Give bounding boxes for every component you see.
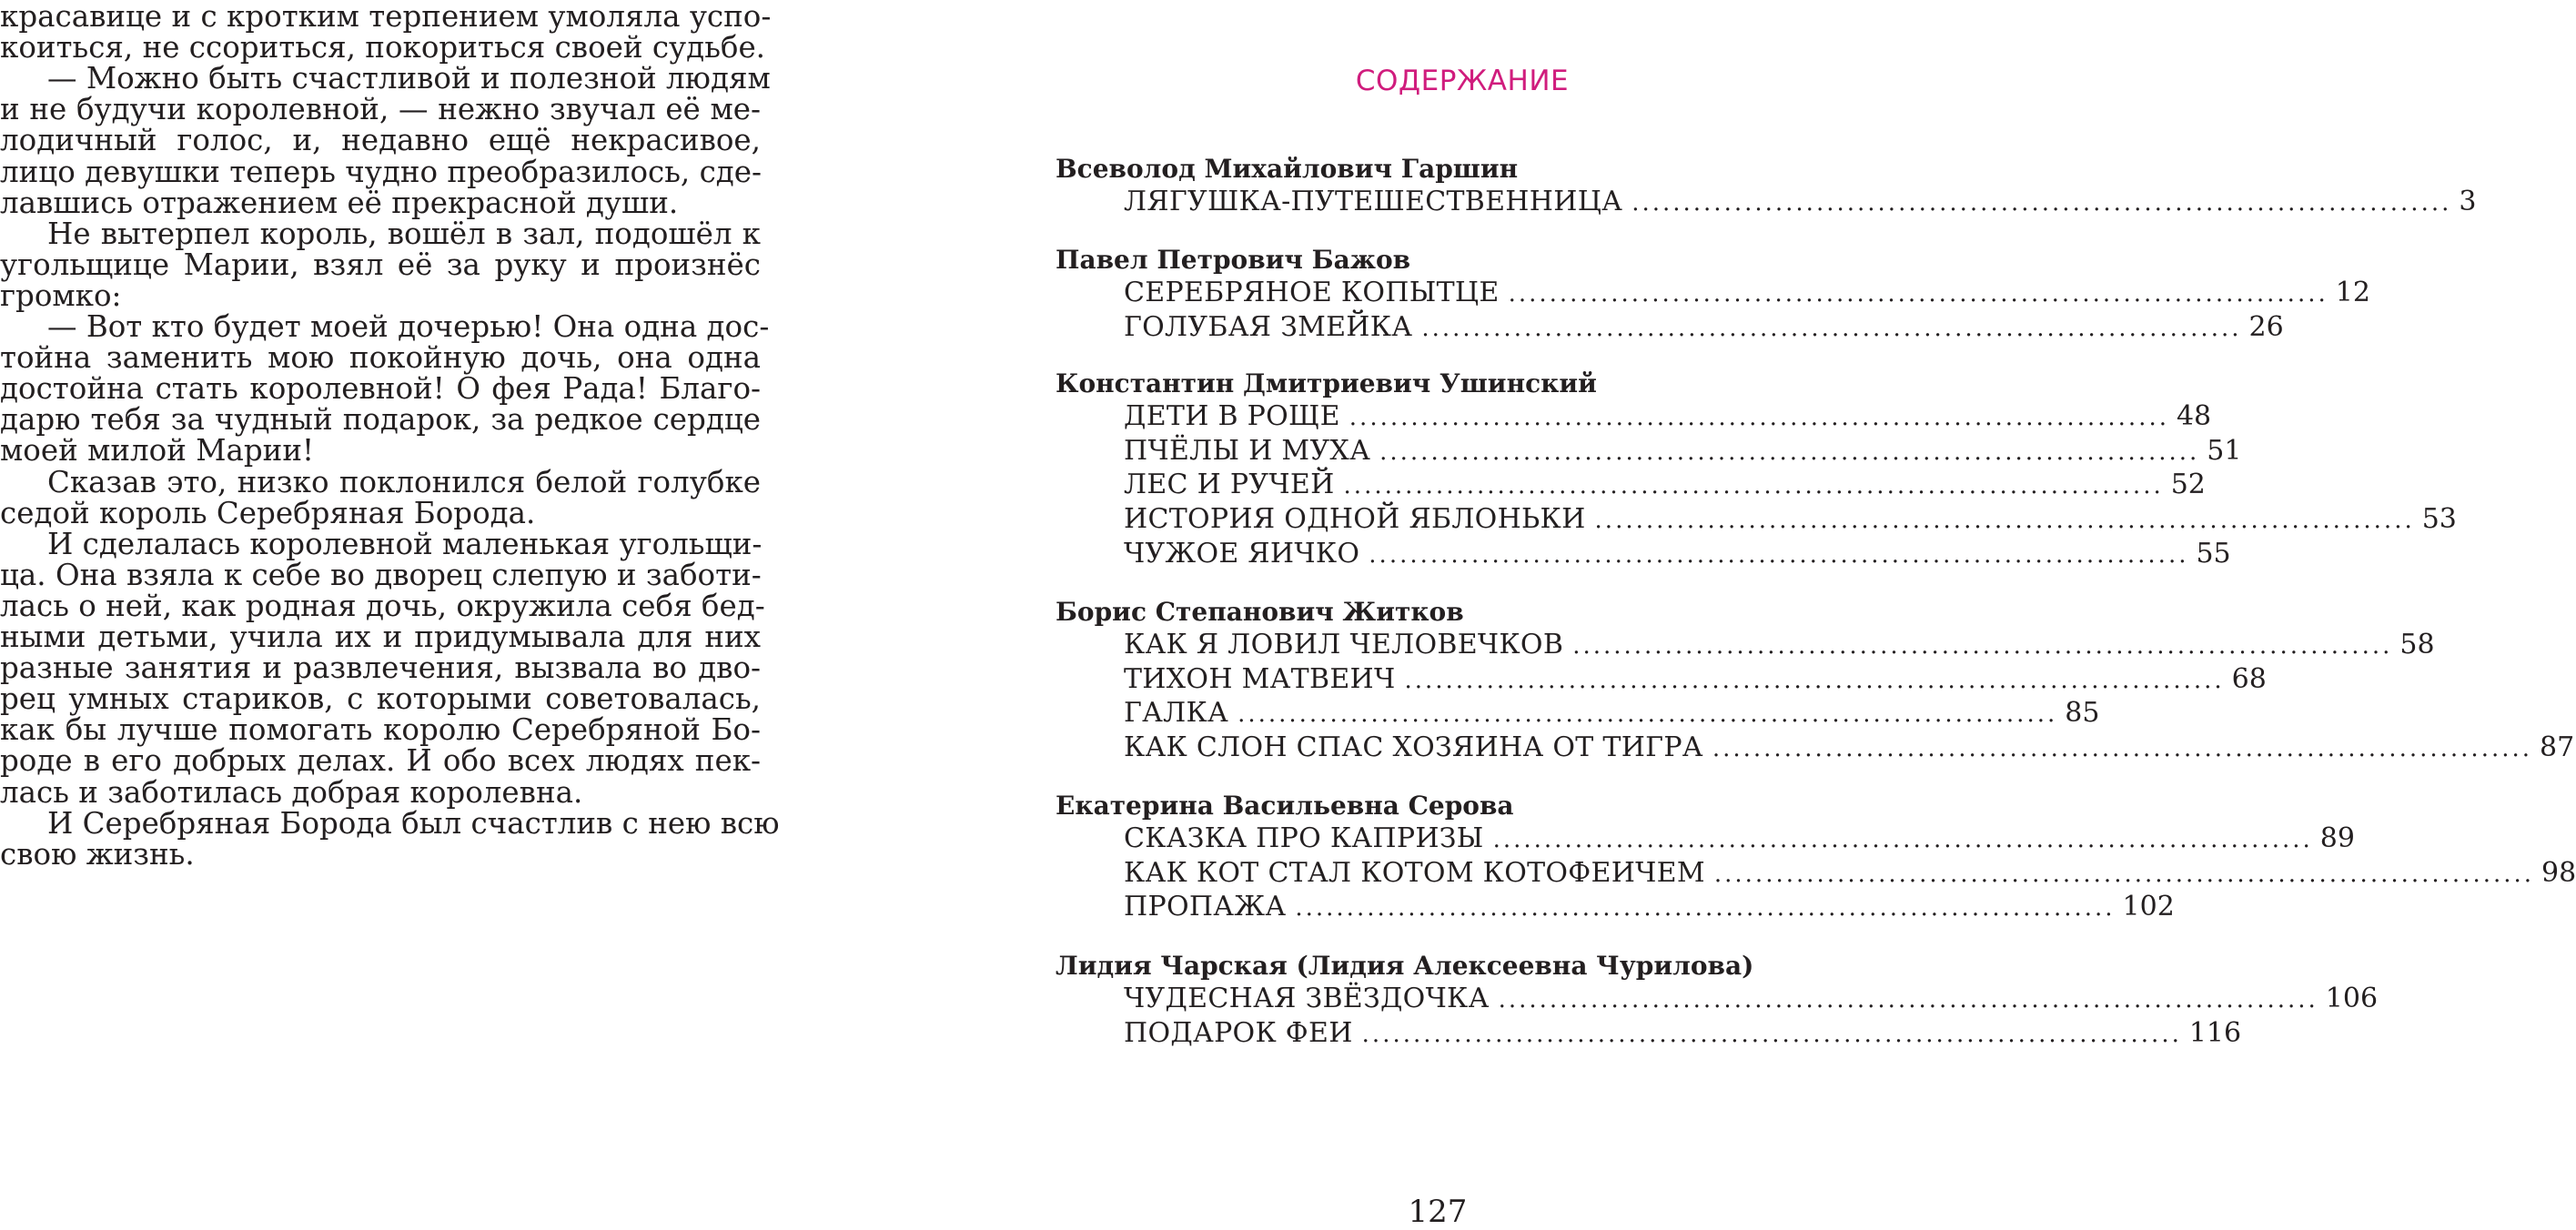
contents-entry-page: 85 [2065, 697, 2100, 730]
story-text-line: седой король Серебряная Борода. [0, 495, 536, 530]
story-text-line: моей милой Марии! [0, 433, 315, 469]
dot-leader: ................................................................................ [1713, 860, 2535, 888]
contents-entry [1124, 468, 2206, 502]
dot-leader: ................................................................................ [1631, 189, 2452, 217]
contents-entry-title: ТИХОН МАТВЕИЧ [1124, 662, 1396, 695]
contents-entry [1124, 502, 2457, 537]
contents-entry-page: 102 [2122, 891, 2175, 923]
contents-entry [1124, 731, 2575, 765]
contents-entry [1124, 662, 2267, 697]
contents-author: Константин Дмитриевич Ушинский [1056, 368, 1597, 398]
dot-leader: ................................................................................ [1712, 735, 2533, 763]
contents-entry [1124, 856, 2576, 891]
story-text-line: лодичный голос, и, недавно ещё некрасивое, [0, 123, 761, 158]
contents-author: Павел Петрович Бажов [1056, 245, 1411, 275]
dot-leader: ................................................................................ [1295, 894, 2116, 922]
contents-entry [1124, 628, 2435, 662]
contents-entry-title: КАК СЛОН СПАС ХОЗЯИНА ОТ ТИГРА [1124, 731, 1703, 764]
story-text-line: лась и заботилась добрая королевна. [0, 774, 583, 810]
dot-leader: ................................................................................ [1237, 701, 2058, 729]
dot-leader: ................................................................................ [1421, 314, 2242, 342]
story-text-line: тойна заменить мою покойную дочь, она одна [0, 340, 761, 376]
story-text-line: И Серебряная Борода был счастлив с нею всю [47, 805, 780, 841]
story-text-line: дарю тебя за чудный подарок, за редкое сердце [0, 402, 761, 438]
story-text-line: и не будучи королевной, — нежно звучал её ме- [0, 92, 761, 127]
contents-entry-page: 98 [2541, 856, 2576, 889]
contents-entry-title: ЛЕС И РУЧЕЙ [1124, 469, 1335, 501]
story-text-line: красавице и с кротким терпением умоляла успо- [0, 0, 772, 34]
contents-entry-page: 55 [2196, 537, 2231, 570]
contents-entry-title: ЛЯГУШКА-ПУТЕШЕСТВЕННИЦА [1124, 186, 1623, 217]
story-text-line: рец умных стариков, с которыми советовалась, [0, 681, 761, 717]
dot-leader: ................................................................................ [1379, 438, 2200, 466]
contents-entry-page: 53 [2421, 503, 2457, 536]
contents-entry-page: 87 [2540, 731, 2575, 764]
dot-leader: ................................................................................ [1572, 632, 2393, 660]
contents-entry-title: СЕРЕБРЯНОЕ КОПЫТЦЕ [1124, 277, 1500, 308]
dot-leader: ................................................................................ [1404, 666, 2225, 694]
story-text-line: свою жизнь. [0, 836, 195, 872]
dot-leader: ................................................................................ [1492, 826, 2313, 853]
dot-leader: ................................................................................ [1343, 472, 2164, 500]
story-text-line: — Можно быть счастливой и полезной людям [47, 61, 771, 96]
dot-leader: ................................................................................ [1361, 1020, 2182, 1048]
contents-author: Всеволод Михайлович Гаршин [1056, 154, 1519, 184]
story-text-line: достойна стать королевной! О фея Рада! Благо- [0, 371, 761, 407]
contents-entry-title: СКАЗКА ПРО КАПРИЗЫ [1124, 822, 1484, 854]
contents-entry [1124, 399, 2212, 434]
contents-entry-page: 116 [2188, 1016, 2242, 1049]
story-text-line: роде в его добрых делах. И обо всех людях пек- [0, 743, 761, 779]
contents-entry [1124, 537, 2231, 571]
contents-author: Борис Степанович Житков [1056, 597, 1464, 627]
contents-author: Лидия Чарская (Лидия Алексеевна Чурилова) [1056, 951, 1754, 981]
contents-entry-page: 3 [2459, 186, 2477, 217]
story-text-line: лась о ней, как родная дочь, окружила себя бед- [0, 588, 765, 623]
contents-page [1056, 0, 2576, 1230]
story-page [0, 0, 780, 1227]
story-text-line: коиться, не ссориться, покориться своей судьбе. [0, 30, 766, 66]
contents-entry [1124, 276, 2370, 310]
contents-entry-title: ЧУЖОЕ ЯИЧКО [1124, 537, 1360, 570]
contents-entry-page: 12 [2335, 277, 2370, 308]
contents-entry-title: ИСТОРИЯ ОДНОЙ ЯБЛОНЬКИ [1124, 503, 1586, 536]
contents-entry-page: 68 [2231, 662, 2267, 695]
dot-leader: ................................................................................ [1594, 507, 2415, 535]
story-text-line: лицо девушки теперь чудно преобразилось, сде- [0, 154, 763, 189]
contents-entry-title: ДЕТИ В РОЩЕ [1124, 400, 1340, 432]
story-text-line: ными детьми, учила их и придумывала для них [0, 620, 761, 654]
story-text-line: ца. Она взяла к себе во дворец слепую и заботи- [0, 557, 762, 592]
contents-entry-title: ПОДАРОК ФЕИ [1124, 1016, 1353, 1049]
contents-heading: СОДЕРЖАНИЕ [1355, 65, 1570, 97]
contents-entry [1124, 822, 2355, 856]
contents-entry-page: 58 [2399, 629, 2435, 660]
contents-entry-page: 52 [2170, 469, 2206, 501]
contents-entry-page: 48 [2176, 400, 2212, 432]
story-text-line: разные занятия и развлечения, вызвала во дво- [0, 650, 761, 686]
contents-entry-page: 26 [2248, 310, 2284, 343]
dot-leader: ................................................................................ [1369, 540, 2189, 569]
dot-leader: ................................................................................ [1498, 986, 2318, 1013]
story-text-line: громко: [0, 277, 122, 313]
contents-entry-title: ЧУДЕСНАЯ ЗВЁЗДОЧКА [1124, 983, 1490, 1014]
contents-entry [1124, 982, 2379, 1016]
contents-entry [1124, 185, 2477, 219]
story-text-line: — Вот кто будет моей дочерью! Она одна дос- [47, 309, 770, 344]
contents-entry-page: 51 [2207, 434, 2242, 467]
story-text-line: угольщице Марии, взял её за руку и произнёс [0, 247, 761, 282]
story-text-line: Сказав это, низко поклонился белой голубке [47, 464, 761, 499]
story-text-line: как бы лучше помогать королю Серебряной Бо- [0, 712, 761, 748]
page-number: 127 [1408, 1194, 1468, 1230]
contents-entry [1124, 434, 2242, 469]
dot-leader: ................................................................................ [1508, 280, 2329, 308]
contents-entry-page: 89 [2319, 822, 2355, 854]
story-text-line: И сделалась королевной маленькая угольщи- [47, 526, 763, 561]
story-text-line: Не вытерпел король, вошёл в зал, подошёл к [47, 216, 761, 251]
contents-entry-title: ГАЛКА [1124, 697, 1229, 730]
contents-entry-title: ПРОПАЖА [1124, 891, 1287, 923]
contents-entry-title: КАК Я ЛОВИЛ ЧЕЛОВЕЧКОВ [1124, 629, 1564, 660]
contents-entry [1124, 696, 2100, 731]
contents-entry-title: КАК КОТ СТАЛ КОТОМ КОТОФЕИЧЕМ [1124, 856, 1705, 889]
contents-entry-page: 106 [2325, 983, 2379, 1014]
contents-entry [1124, 1016, 2242, 1051]
contents-entry [1124, 890, 2175, 924]
contents-author: Екатерина Васильевна Серова [1056, 791, 1514, 821]
dot-leader: ................................................................................ [1349, 404, 2169, 431]
contents-entry-title: ПЧЁЛЫ И МУХА [1124, 434, 1371, 467]
story-text-line: лавшись отражением её прекрасной души. [0, 185, 679, 220]
contents-entry-title: ГОЛУБАЯ ЗМЕЙКА [1124, 310, 1413, 343]
contents-entry [1124, 310, 2284, 345]
